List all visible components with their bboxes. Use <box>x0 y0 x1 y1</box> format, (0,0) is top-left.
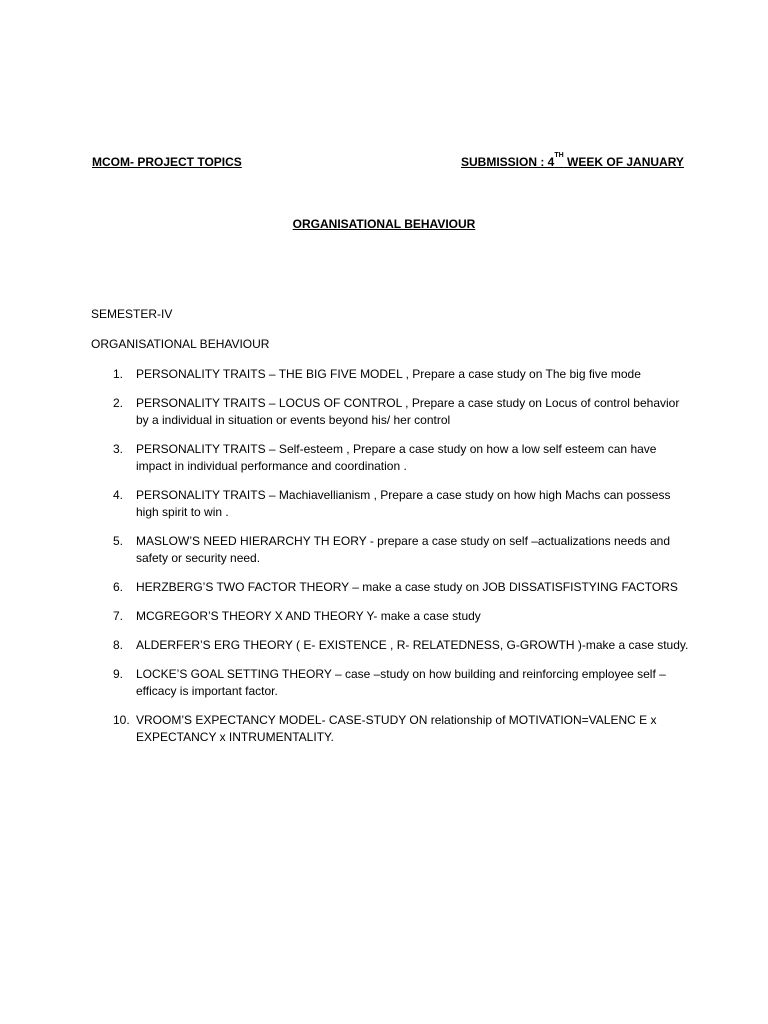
topic-item <box>91 395 691 429</box>
topic-number: 10. <box>113 713 130 727</box>
topic-text: VROOM’S EXPECTANCY MODEL- CASE-STUDY ON relationship of MOTIVATION=VALENC E x EXPECTANCY x INTRUMENTALITY. <box>136 713 657 744</box>
submission-prefix: SUBMISSION : 4 <box>461 155 555 169</box>
topic-number: 3. <box>113 442 124 456</box>
submission-superscript: TH <box>554 152 564 159</box>
topic-item <box>91 487 691 521</box>
topic-item <box>91 666 691 700</box>
topic-item <box>91 608 691 625</box>
topic-number: 6. <box>113 580 124 594</box>
topic-text: MCGREGOR’S THEORY X AND THEORY Y- make a case study <box>136 609 481 623</box>
topic-number: 9. <box>113 667 124 681</box>
topic-item <box>91 637 691 654</box>
topic-text: PERSONALITY TRAITS – LOCUS OF CONTROL , Prepare a case study on Locus of control behavior by a individual in situation or events beyond his/ her control <box>136 396 680 427</box>
submission-deadline <box>461 154 684 171</box>
submission-suffix: WEEK OF JANUARY <box>563 155 684 169</box>
topic-number: 7. <box>113 609 124 623</box>
topic-number: 2. <box>113 396 124 410</box>
section-label: ORGANISATIONAL BEHAVIOUR <box>91 337 270 351</box>
topic-list <box>91 366 691 758</box>
topic-number: 5. <box>113 534 124 548</box>
subject-title: ORGANISATIONAL BEHAVIOUR <box>292 217 476 231</box>
topic-number: 1. <box>113 367 124 381</box>
topic-text: PERSONALITY TRAITS – THE BIG FIVE MODEL , Prepare a case study on The big five mode <box>136 367 641 381</box>
topic-item <box>91 366 691 383</box>
topic-item <box>91 441 691 475</box>
topic-text: HERZBERG’S TWO FACTOR THEORY – make a case study on JOB DISSATISFISTYING FACTORS <box>136 580 678 594</box>
topic-item <box>91 579 691 596</box>
topic-text: PERSONALITY TRAITS – Self-esteem , Prepare a case study on how a low self esteem can have impact in individual performance and coordination . <box>136 442 657 473</box>
topic-text: PERSONALITY TRAITS – Machiavellianism , Prepare a case study on how high Machs can possess high spirit to win . <box>136 488 671 519</box>
topic-number: 4. <box>113 488 124 502</box>
topic-text: ALDERFER’S ERG THEORY ( E- EXISTENCE , R- RELATEDNESS, G-GROWTH )-make a case study. <box>136 638 689 652</box>
topic-text: LOCKE’S GOAL SETTING THEORY – case –study on how building and reinforcing employee self – efficacy is important factor. <box>136 667 666 698</box>
project-topics-heading: MCOM- PROJECT TOPICS <box>92 155 242 169</box>
topic-item <box>91 533 691 567</box>
topic-item <box>91 712 691 746</box>
semester-label: SEMESTER-IV <box>91 307 173 321</box>
topic-text: MASLOW’S NEED HIERARCHY TH EORY - prepare a case study on self –actualizations needs and safety or security need. <box>136 534 671 565</box>
topic-number: 8. <box>113 638 124 652</box>
